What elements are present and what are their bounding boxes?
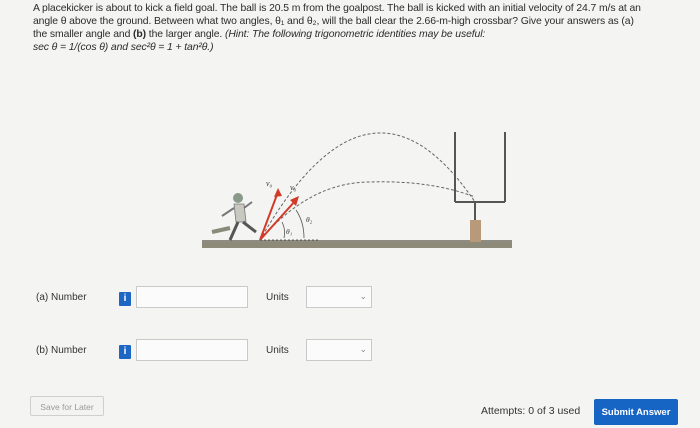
- problem-statement: [33, 2, 695, 54]
- problem-line-4: sec θ = 1/(cos θ) and sec²θ = 1 + tan²θ.): [33, 42, 214, 53]
- v0-arrowhead-high: [274, 188, 282, 197]
- problem-line-3a: the smaller angle and: [33, 29, 134, 40]
- info-icon[interactable]: i: [119, 345, 131, 359]
- v0-label-1: v₀: [266, 179, 273, 188]
- answer-a-label: (a) Number: [36, 292, 87, 303]
- hint-text: (Hint: The following trigonometric identities may be useful:: [224, 29, 486, 40]
- chevron-down-icon: ⌄: [359, 344, 367, 354]
- problem-line-3b: (b): [133, 29, 147, 40]
- goalpost: [455, 132, 505, 242]
- save-for-later-button[interactable]: Save for Later: [30, 396, 104, 416]
- theta1-arc: [282, 222, 285, 238]
- field-goal-figure: [200, 82, 520, 252]
- submit-answer-button[interactable]: Submit Answer: [594, 399, 678, 425]
- answer-a-input[interactable]: [136, 286, 248, 308]
- answer-b-units-label: Units: [266, 345, 289, 356]
- answer-b-label: (b) Number: [36, 345, 87, 356]
- problem-line-3c: the larger angle.: [146, 29, 225, 40]
- ground: [202, 242, 512, 248]
- theta1-label: θ₁: [286, 227, 293, 236]
- answer-a-units-select[interactable]: [306, 286, 372, 308]
- answer-a-units-label: Units: [266, 292, 289, 303]
- problem-line-3: [33, 28, 695, 41]
- v0-vector-high: [260, 192, 278, 240]
- answer-row-a: [0, 286, 400, 312]
- v0-label-2: v₀: [290, 183, 297, 192]
- problem-line-1: A placekicker is about to kick a field goal. The ball is 20.5 m from the goalpost. The ball is kicked with an initial velocity of 24.7 m/s at an: [33, 3, 641, 14]
- info-icon[interactable]: i: [119, 292, 131, 306]
- answer-b-input[interactable]: [136, 339, 248, 361]
- attempts-counter: Attempts: 0 of 3 used: [481, 405, 581, 417]
- kicker-figure: [212, 193, 256, 240]
- problem-line-2: angle θ above the ground. Between what two angles, θ₁ and θ₂, will the ball clear the 2.66-m-high crossbar? Give your answers as (a): [33, 16, 634, 27]
- theta2-arc: [296, 210, 304, 238]
- chevron-down-icon: ⌄: [359, 291, 367, 301]
- theta2-label: θ₂: [306, 215, 313, 224]
- answer-b-units-select[interactable]: [306, 339, 372, 361]
- answer-row-b: [0, 339, 400, 365]
